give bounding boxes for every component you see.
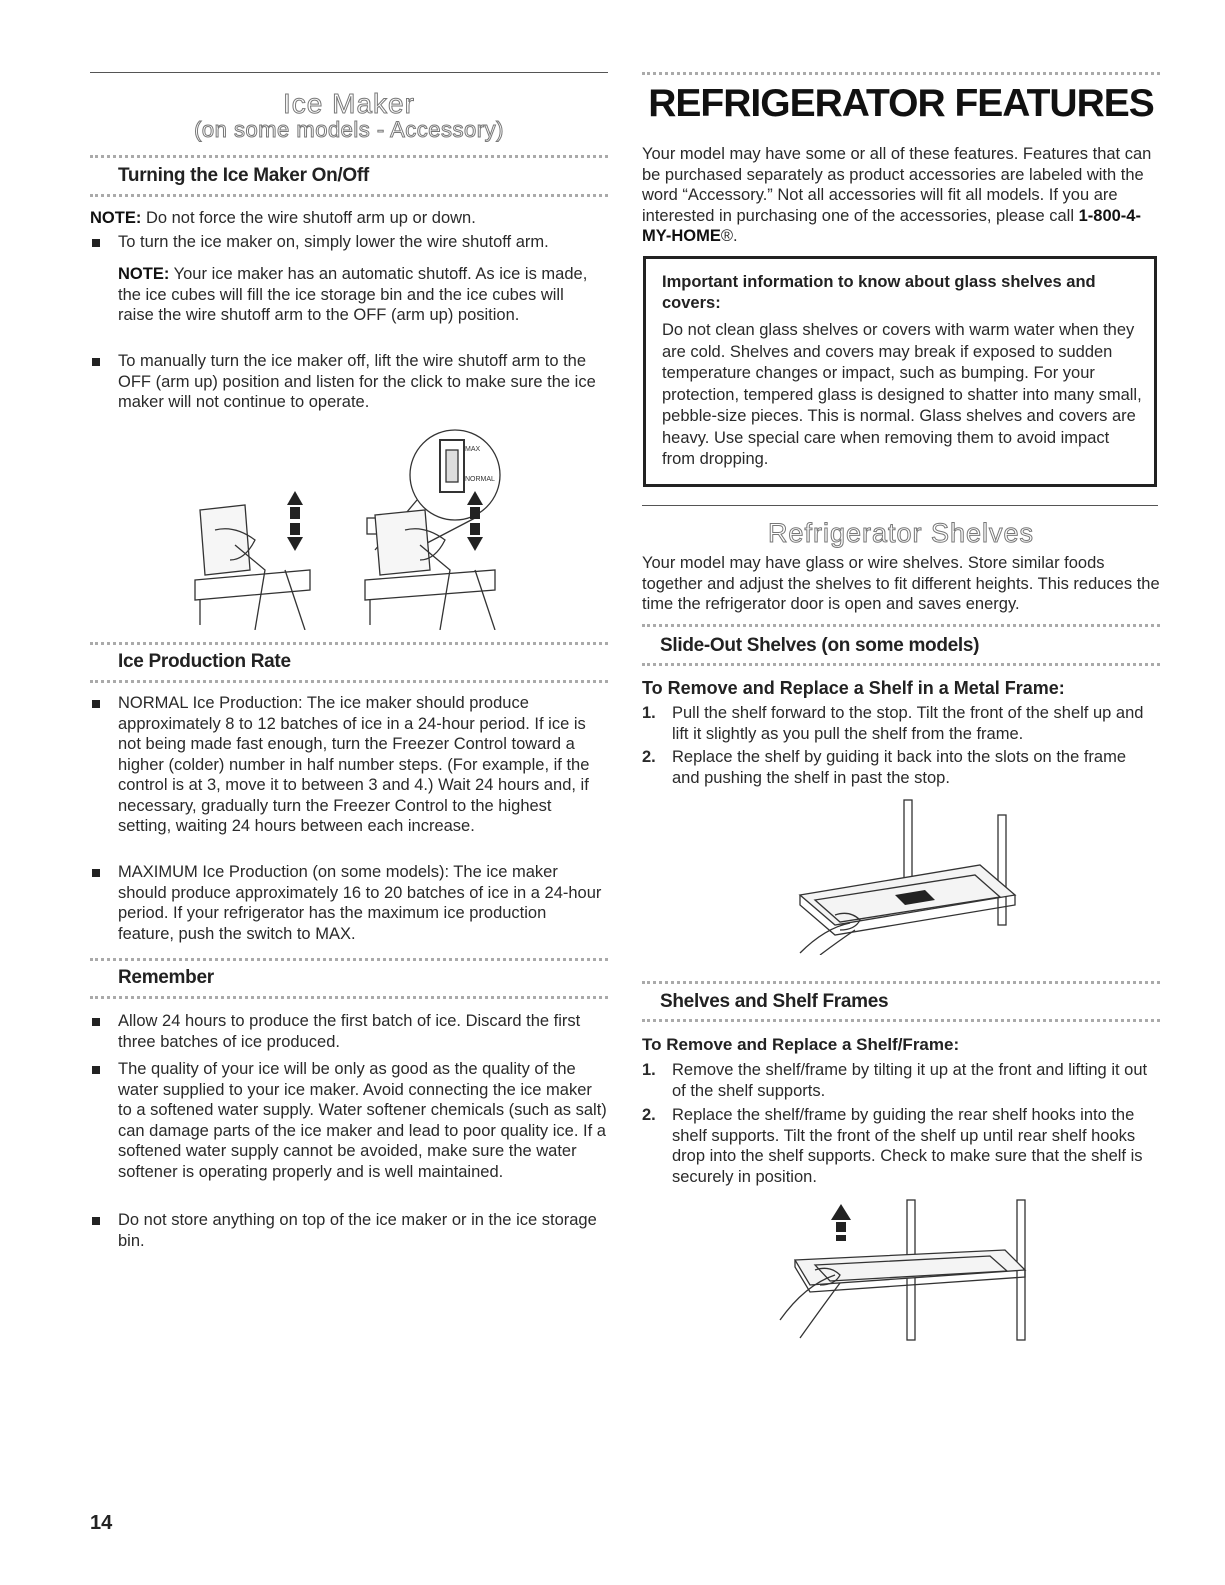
step-number: 2. [642, 748, 656, 766]
divider [90, 958, 608, 961]
top-rule-left [90, 72, 608, 73]
divider [90, 996, 608, 999]
note-paragraph [90, 208, 610, 229]
page-number: 14 [90, 1512, 113, 1534]
slideout-step-1: Pull the shelf forward to the stop. Tilt the front of the shelf up and lift it slightly as you pull the shelf from the frame. [672, 704, 1144, 743]
subnote-label: NOTE: [118, 265, 170, 283]
section-title-ice-maker: Ice Maker [283, 88, 415, 119]
warning-box-text: Do not clean glass shelves or covers with warm water when they are cold. Shelves and covers may break if exposed to sudden temperature changes or impact, such as bumping. For your protection, tempered glass is designed to shatter into many small, pebble-size pieces. This is normal. Glass shelves and covers are heavy. Use special care when removing them to avoid impact from dropping. [662, 321, 1142, 468]
intro-text: Your model may have some or all of these features. Features that can be purchased separately as product accessories are labeled with the word “Accessory.” Not all accessories will fit all models. If you are interested in purchasing one of the accessories, please call [642, 145, 1152, 225]
bullet [92, 1066, 100, 1074]
fig-label-max: MAX [465, 446, 481, 453]
onoff-bullet-2: To manually turn the ice maker off, lift the wire shutoff arm to the OFF (arm up) position and listen for the click to make sure the ice maker will not continue to operate. [118, 352, 596, 411]
shelves-paragraph: Your model may have glass or wire shelves. Store similar foods together and adjust the shelves to fit different heights. This reduces the time the refrigerator door is open and saves energy. [642, 554, 1160, 613]
shelf-frame-illustration [775, 1195, 1040, 1345]
production-bullet-1: NORMAL Ice Production: The ice maker should produce approximately 8 to 12 batches of ice in a 24-hour period. If ice is not being made fast enough, turn the Freezer Control toward a higher (colder) number in half number steps. (For example, if the control is at 3, move it to between 3 and 4.) Wait 24 hours and, if necessary, gradually turn the Freezer Control to the highest setting, waiting 24 hours between each increase. [118, 694, 590, 835]
intro-paragraph [642, 144, 1162, 247]
bullet [92, 358, 100, 366]
page-title: REFRIGERATOR FEATURES [648, 82, 1154, 125]
divider [642, 663, 1160, 666]
heading-turning-on-off: Turning the Ice Maker On/Off [118, 165, 369, 186]
remember-bullet-1: Allow 24 hours to produce the first batch of ice. Discard the first three batches of ice produced. [118, 1012, 581, 1051]
divider [90, 680, 608, 683]
remember-bullet-3: Do not store anything on top of the ice maker or in the ice storage bin. [118, 1211, 597, 1250]
slide-out-shelf-illustration [780, 795, 1030, 955]
production-bullet-2: MAXIMUM Ice Production (on some models): The ice maker should produce approximately 16 to 20 batches of ice in a 24-hour period. If your refrigerator has the maximum ice production feature, push the switch to MAX. [118, 863, 602, 943]
heading-shelf-frames: Shelves and Shelf Frames [660, 991, 889, 1012]
note-label: NOTE: [90, 209, 142, 227]
heading-ice-production: Ice Production Rate [118, 651, 291, 672]
bullet [92, 1018, 100, 1026]
remember-bullet-2: The quality of your ice will be only as good as the quality of the water supplied to your ice maker. Avoid connecting the ice maker to a softened water supply. Water softener chemicals (such as salt) can damage parts of the ice maker and lead to poor quality ice. If a softened water supply cannot be avoided, make sure the water softener is operating properly and is well maintained. [118, 1060, 607, 1181]
divider [642, 624, 1160, 627]
top-rule-right [642, 72, 1160, 75]
divider [642, 505, 1158, 506]
slideout-step-2: Replace the shelf by guiding it back into the slots on the frame and pushing the shelf in past the stop. [672, 748, 1127, 787]
section-subtitle: (on some models - Accessory) [194, 117, 504, 142]
phone-number: 1-800-4-MY-HOME [642, 206, 1141, 245]
divider [90, 642, 608, 645]
bullet [92, 869, 100, 877]
heading-remember: Remember [118, 967, 214, 988]
bullet [92, 1217, 100, 1225]
subheading-shelf-frame: To Remove and Replace a Shelf/Frame: [642, 1035, 960, 1054]
divider [642, 981, 1160, 984]
divider [90, 155, 608, 158]
divider [90, 194, 608, 197]
frames-step-1: Remove the shelf/frame by tilting it up at the front and lifting it out of the shelf supports. [672, 1061, 1148, 1100]
frames-step-2: Replace the shelf/frame by guiding the rear shelf hooks into the shelf supports. Tilt the front of the shelf up until rear shelf hooks drop into the shelf supports. Check to make sure that the shelf is securely in position. [672, 1106, 1143, 1186]
bullet [92, 700, 100, 708]
section-title-shelves: Refrigerator Shelves [767, 518, 1035, 548]
divider [642, 1019, 1160, 1022]
onoff-bullet-1: To turn the ice maker on, simply lower the wire shutoff arm. [118, 233, 549, 251]
subnote-text: Your ice maker has an automatic shutoff. As ice is made, the ice cubes will fill the ice storage bin and the ice cubes will raise the wire shutoff arm to the OFF (arm up) position. [118, 265, 588, 324]
heading-slide-out: Slide-Out Shelves (on some models) [660, 635, 980, 656]
note-text: Do not force the wire shutoff arm up or down. [145, 209, 476, 227]
step-number: 2. [642, 1106, 656, 1124]
subheading-metal-frame: To Remove and Replace a Shelf in a Metal Frame: [642, 678, 1065, 698]
step-number: 1. [642, 704, 656, 722]
step-number: 1. [642, 1061, 656, 1079]
phone-suffix: ®. [720, 227, 738, 245]
subnote-paragraph [118, 264, 598, 326]
bullet [92, 239, 100, 247]
warning-box-heading: Important information to know about glass shelves and covers: [662, 273, 1096, 312]
fig-label-normal: NORMAL [465, 476, 495, 483]
